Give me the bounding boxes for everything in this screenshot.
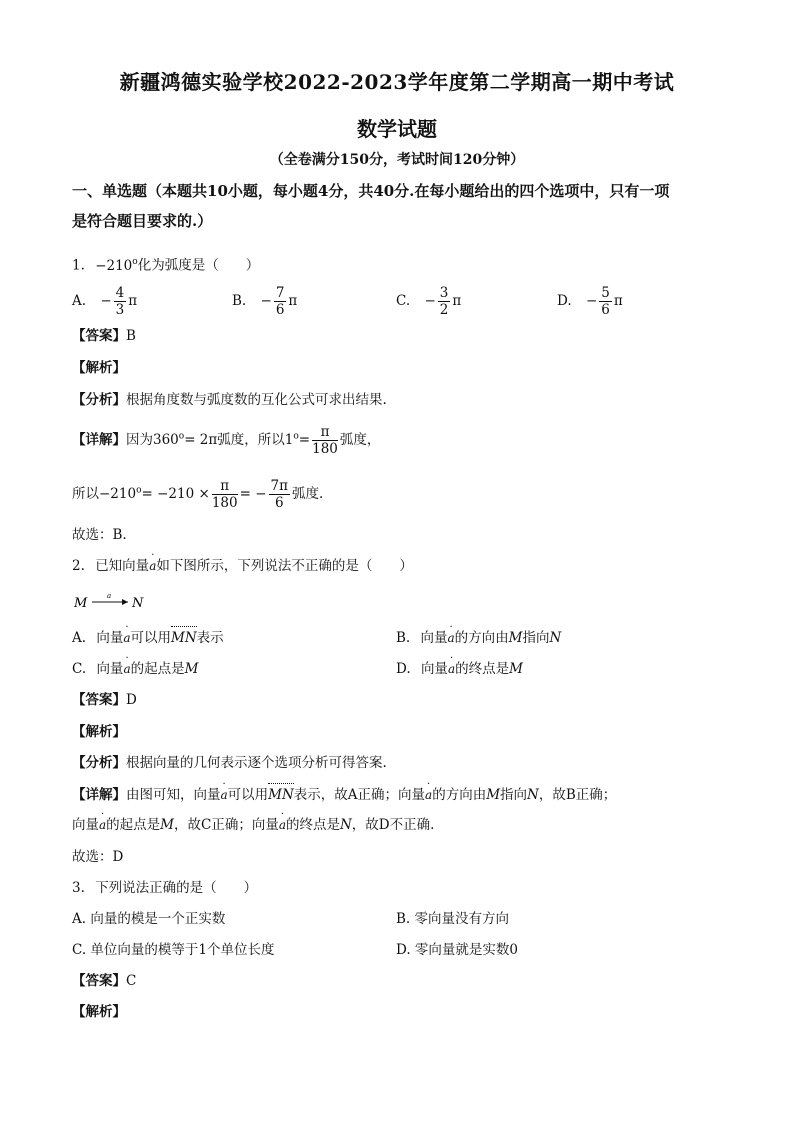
q2-answer-tag: 【答案】 (72, 692, 126, 708)
question-2 (72, 556, 413, 576)
diagram-point-m: M (74, 596, 88, 611)
q1-option-c-pi: π (452, 293, 462, 309)
q2-xj1-f: ，故B正确； (538, 787, 617, 803)
q2-xj2-m: M (160, 817, 174, 833)
q1-xj-deg2: o (293, 431, 299, 442)
q2-option-d (396, 659, 523, 679)
q3-text: 下列说法正确的是（ ） (95, 880, 258, 896)
q3-number: 3. (72, 880, 85, 896)
q2-xj2-vec2: · a (279, 815, 286, 835)
q1-option-d-fraction (599, 285, 612, 318)
q1-xj-b: 360 (153, 432, 179, 448)
q1-answer (72, 326, 136, 346)
q2-option-b-n: N (549, 630, 562, 646)
q2-answer-value: D (126, 692, 137, 708)
q1-fenxi (72, 390, 387, 410)
q1-option-c-den: 2 (439, 302, 449, 318)
q2-fenxi-tag: 【分析】 (72, 755, 126, 771)
q3-answer-tag: 【答案】 (72, 973, 126, 989)
q2-xj1-vec2: · a (425, 785, 432, 805)
question-3 (72, 878, 257, 898)
q1-choose: 故选：B. (72, 527, 127, 543)
q1-l2-b: = −210 × (141, 486, 210, 502)
q2-option-b-m: M (508, 630, 523, 646)
q1-l2-den1: 180 (211, 495, 238, 511)
q1-option-c-num: 3 (439, 285, 449, 301)
q1-option-d-pi: π (613, 293, 623, 309)
q2-xj1-d: 的方向由 (432, 787, 487, 803)
exam-note: （全卷满分150分，考试时间120分钟） (269, 152, 525, 168)
q1-option-a-den: 3 (115, 302, 125, 318)
q1-option-d-sign: − (585, 293, 598, 309)
q2-option-c-text2: 的起点是 (130, 661, 185, 677)
q2-xj2-d: 的终点是 (285, 817, 340, 833)
q2-xiangjie-line1 (72, 785, 616, 805)
q1-option-d (557, 285, 623, 318)
q2-option-b-label: B. (396, 630, 411, 646)
q1-angle: −210 (95, 257, 133, 274)
q2-xiangjie-line2 (72, 815, 434, 835)
q1-xj-num: π (312, 424, 338, 441)
q3-answer (72, 971, 136, 991)
q1-number: 1. (72, 257, 85, 274)
q2-xiangjie-tag: 【详解】 (72, 787, 126, 803)
q2-xj1-mn: MN (268, 787, 294, 803)
q1-option-a-fraction (114, 285, 127, 318)
q2-option-c-text1: 向量 (96, 661, 124, 677)
q2-choose: 故选：D (72, 849, 124, 865)
arrow-head-icon (122, 599, 128, 605)
q1-l2-deg: o (136, 485, 142, 496)
q1-option-c (396, 285, 461, 318)
q2-option-d-m: M (509, 661, 523, 677)
q1-option-b-sign: − (260, 293, 272, 309)
vector-diagram (72, 592, 172, 612)
q1-option-c-sign: − (424, 293, 436, 309)
q2-analysis-tag: 【解析】 (72, 724, 126, 740)
q1-option-b-den: 6 (275, 302, 285, 318)
q2-xj2-c: ，故C正确；向量 (173, 817, 279, 833)
q1-option-a-label: A. (72, 293, 87, 309)
q2-option-c-vec: · a (123, 659, 130, 679)
q1-fenxi-tag: 【分析】 (72, 392, 126, 408)
section-heading-line1: 一、单选题（本题共10小题，每小题4分，共40分.在每小题给出的四个选项中，只有一项 (72, 182, 670, 200)
q2-option-a-text2: 可以用 (130, 630, 171, 646)
exam-subtitle: 数学试题 (357, 117, 437, 141)
q1-l2-d: 弧度. (291, 486, 324, 502)
q2-xj2-b: 的起点是 (106, 817, 161, 833)
q1-xiangjie-tag: 【详解】 (72, 432, 126, 448)
q2-option-a-mn: MN (171, 630, 197, 646)
q2-option-a-text1: 向量 (96, 630, 124, 646)
q1-option-d-label: D. (557, 293, 572, 309)
q2-xj2-n: N (339, 817, 352, 833)
q2-text-a: 已知向量 (95, 558, 150, 574)
q1-option-b-num: 7 (275, 285, 285, 301)
q2-option-d-text1: 向量 (420, 661, 448, 677)
q1-xj-den: 180 (312, 441, 338, 457)
q1-option-b-label: B. (232, 293, 247, 309)
q1-l2-den2: 6 (274, 495, 284, 511)
q1-xj-f: 弧度， (339, 432, 381, 448)
q2-option-b-text2: 的方向由 (454, 630, 509, 646)
q2-option-b (396, 628, 561, 648)
q1-xj-a: 因为 (126, 432, 153, 448)
q1-xj-fraction (312, 424, 338, 457)
q1-xj-c: = 2π弧度，所以 (184, 432, 285, 448)
q2-xj1-n: N (527, 787, 539, 803)
q1-fenxi-text: 根据角度数与弧度数的互化公式可求出结果. (126, 392, 387, 408)
q1-option-d-den: 6 (601, 302, 610, 318)
q1-xiangjie-line2 (72, 478, 323, 511)
q2-option-a-label: A. (72, 630, 87, 646)
q2-xj1-vec1: · a (221, 785, 228, 805)
q2-xj2-a: 向量 (72, 817, 99, 833)
diagram-vector-label: a (107, 592, 112, 600)
q1-l2-fraction1 (212, 478, 238, 511)
q1-option-a-pi: π (128, 293, 138, 309)
q2-option-b-vec: · a (448, 628, 455, 648)
exam-title: 新疆鸿德实验学校2022-2023学年度第二学期高一期中考试 (119, 70, 675, 94)
q2-option-c-m: M (184, 661, 199, 677)
q3-option-b: B. 零向量没有方向 (396, 911, 510, 927)
q2-option-d-label: D. (396, 661, 411, 677)
q2-xj1-e: 指向 (500, 787, 528, 803)
q3-analysis-tag: 【解析】 (72, 1004, 126, 1020)
q1-option-a (72, 285, 137, 318)
q2-option-c (72, 659, 198, 679)
q2-xj2-e: ，故D不正确. (351, 817, 435, 833)
q1-xj-d: 1 (284, 432, 294, 448)
q1-option-b-pi: π (288, 293, 298, 309)
q1-option-c-label: C. (396, 293, 411, 309)
q1-option-b (232, 285, 297, 318)
q1-text: 化为弧度是（ ） (137, 257, 260, 274)
q2-number: 2. (72, 558, 85, 574)
q3-option-c: C. 单位向量的模等于1个单位长度 (72, 942, 275, 958)
q2-xj1-b: 可以用 (227, 787, 269, 803)
q2-xj2-vec1: · a (99, 815, 106, 835)
q1-answer-tag: 【答案】 (72, 328, 126, 344)
q2-fenxi-text: 根据向量的几何表示逐个选项分析可得答案. (126, 755, 387, 771)
q2-option-d-vec: · a (448, 659, 455, 679)
q1-xj-deg1: o (178, 431, 185, 442)
q1-xj-e: = (298, 432, 311, 448)
q2-xj1-c: 表示，故A正确；向量 (293, 787, 426, 803)
q2-xj1-a: 由图可知，向量 (126, 787, 221, 803)
q1-answer-value: B (126, 328, 136, 344)
q1-l2-a: 所以−210 (72, 486, 137, 502)
q1-xiangjie (72, 424, 380, 457)
q2-option-b-text3: 指向 (522, 630, 550, 646)
q2-fenxi (72, 753, 387, 773)
q1-l2-num1: π (212, 478, 238, 495)
q1-option-a-num: 4 (115, 285, 125, 301)
q2-text-b: 如下图所示，下列说法不正确的是（ ） (156, 558, 413, 574)
q3-option-d: D. 零向量就是实数0 (396, 942, 519, 958)
q1-l2-c: = − (239, 486, 267, 502)
q2-option-a (72, 628, 224, 648)
q2-option-d-text2: 的终点是 (455, 661, 510, 677)
question-1 (72, 252, 259, 276)
q2-vector-a: · a (149, 556, 156, 576)
q3-option-a: A. 向量的模是一个正实数 (72, 911, 226, 927)
section-heading-line2: 是符合题目要求的.） (72, 212, 213, 230)
q1-l2-num2: 7π (270, 478, 288, 494)
q2-option-c-label: C. (72, 661, 87, 677)
q2-option-b-text1: 向量 (420, 630, 448, 646)
q2-option-a-text3: 表示 (196, 630, 224, 646)
q1-option-c-fraction (438, 285, 451, 318)
q1-option-a-sign: − (100, 293, 112, 309)
diagram-point-n: N (132, 596, 144, 611)
q3-answer-value: C (126, 973, 137, 989)
q2-answer (72, 690, 137, 710)
q2-option-a-vec: · a (123, 628, 130, 648)
q1-analysis-tag: 【解析】 (72, 360, 126, 376)
q1-option-b-fraction (274, 285, 287, 318)
q1-option-d-num: 5 (601, 285, 610, 301)
q1-l2-fraction2 (269, 478, 290, 511)
q1-degree: o (132, 257, 138, 267)
q2-xj1-m: M (486, 787, 501, 803)
